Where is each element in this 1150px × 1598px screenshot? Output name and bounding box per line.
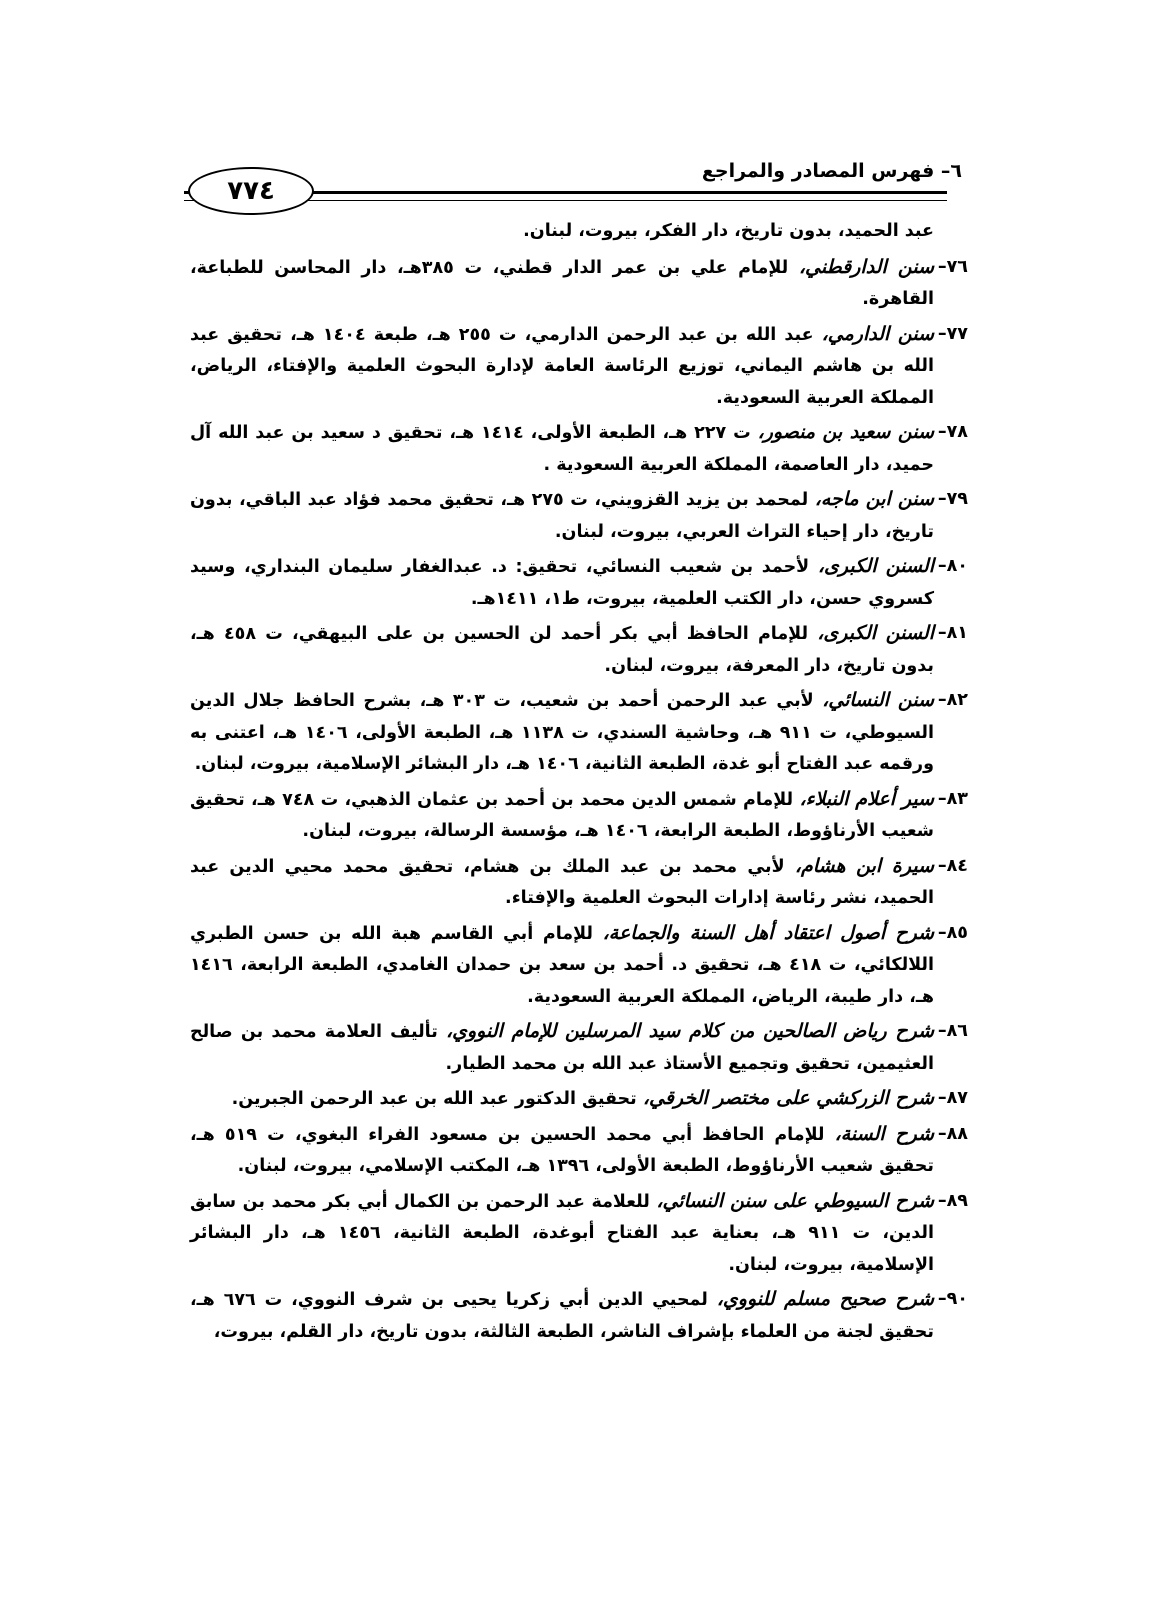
- entry-number: ٧٧–: [937, 323, 968, 344]
- page-number: ٧٧٤: [188, 167, 314, 215]
- entry-number: ٨٩–: [937, 1190, 968, 1211]
- reference-entry: [190, 319, 968, 415]
- entry-title: سنن الدارقطني،: [798, 255, 934, 278]
- entry-number: ٩٠–: [937, 1289, 968, 1309]
- entry-title: سيرة ابن هشام،: [794, 854, 934, 877]
- reference-entry: [190, 1284, 968, 1348]
- entry-title: سنن النسائي،: [822, 689, 935, 711]
- entry-text: للإمام علي بن عمر الدار قطني، ت ٣٨٥هـ، دار المحاسن للطباعة، القاهرة.: [190, 257, 934, 309]
- section-title: ٦– فهرس المصادر والمراجع: [701, 160, 962, 182]
- entry-title: شرح رياض الصالحين من كلام سيد المرسلين للإمام النووي،: [446, 1020, 934, 1042]
- entry-number: ٨٥–: [937, 922, 968, 943]
- entry-text: للإمام الحافظ أبي بكر أحمد لن الحسين بن على البيهقي، ت ٤٥٨ هـ، بدون تاريخ، دار المعرفة، بيروت، لبنان.: [190, 624, 934, 676]
- entry-text: للعلامة عبد الرحمن بن الكمال أبي بكر محمد بن سابق الدين، ت ٩١١ هـ، بعناية عبد الفتاح أبوغدة، الطبعة الثانية، ١٤٥٦ هـ، دار البشائر الإسلامية، بيروت، لبنان.: [190, 1191, 934, 1275]
- entry-title: سنن سعيد بن منصور،: [757, 421, 935, 443]
- reference-entry: [190, 685, 968, 781]
- entry-number: ٧٨–: [937, 422, 968, 442]
- reference-entry: [190, 1016, 968, 1080]
- references-list: [190, 216, 968, 1351]
- entry-number: ٨٧–: [937, 1088, 968, 1108]
- entry-text: لأحمد بن شعيب النسائي، تحقيق: د. عبدالغفار سليمان البنداري، وسيد كسروي حسن، دار الكتب العلمية، بيروت، ط١، ١٤١١هـ.: [190, 557, 934, 609]
- entry-text: لأبي محمد بن عبد الملك بن هشام، تحقيق محمد محيي الدين عبد الحميد، نشر رئاسة إدارات البحوث العلمية والإفتاء.: [190, 856, 934, 908]
- reference-entry: [190, 417, 968, 481]
- entry-number: ٨٤–: [937, 855, 968, 876]
- reference-entry: [190, 252, 968, 316]
- entry-title: شرح السيوطي على سنن النسائي،: [656, 1189, 934, 1212]
- reference-entry: [190, 851, 968, 915]
- reference-entry: [190, 918, 968, 1014]
- reference-entry: [190, 618, 968, 682]
- continued-entry-text: عبد الحميد، بدون تاريخ، دار الفكر، بيروت، لبنان.: [523, 221, 934, 241]
- entry-title: سنن الدارمي،: [821, 322, 935, 345]
- entry-title: سنن ابن ماجه،: [814, 488, 934, 510]
- entry-text: لمحمد بن يزيد القزويني، ت ٢٧٥ هـ، تحقيق محمد فؤاد عبد الباقي، بدون تاريخ، دار إحياء التراث العربي، بيروت، لبنان.: [190, 490, 934, 542]
- entry-title: شرح صحيح مسلم للنووي،: [716, 1288, 935, 1310]
- entry-number: ٨٣–: [937, 788, 968, 809]
- entry-number: ٨٦–: [937, 1021, 968, 1041]
- reference-entry: [190, 484, 968, 548]
- entry-number: ٧٩–: [937, 489, 968, 509]
- reference-entry: [190, 1186, 968, 1282]
- entry-text: عبد الله بن عبد الرحمن الدارمي، ت ٢٥٥ هـ، طبعة ١٤٠٤ هـ، تحقيق عبد الله بن هاشم اليماني، توزيع الرئاسة العامة لإدارة البحوث العلمية والإفتاء، الرياض، المملكة العربية السعودية.: [190, 324, 934, 408]
- entry-text: تحقيق الدكتور عبد الله بن عبد الرحمن الجبرين.: [231, 1089, 643, 1109]
- reference-entry: [190, 1083, 968, 1116]
- entry-number: ٨١–: [937, 623, 968, 643]
- entry-title: السنن الكبرى،: [817, 555, 934, 577]
- entry-title: السنن الكبرى،: [817, 622, 934, 644]
- entry-title: شرح السنة،: [834, 1122, 934, 1145]
- reference-entry: [190, 551, 968, 615]
- entry-text: للإمام أبي القاسم هبة الله بن حسن الطبري اللالكائي، ت ٤١٨ هـ، تحقيق د. أحمد بن سعد بن حمدان الغامدي، الطبعة الرابعة، ١٤١٦ هـ، دار طيبة، الرياض، المملكة العربية السعودية.: [190, 923, 935, 1007]
- entry-text: لأبي عبد الرحمن أحمد بن شعيب، ت ٣٠٣ هـ، بشرح الحافظ جلال الدين السيوطي، ت ٩١١ هـ، وحاشية السندي، ت ١١٣٨ هـ، الطبعة الأولى، ١٤٠٦ هـ، اعتنى به ورقمه عبد الفتاح أبو غدة، الطبعة الثانية، ١٤٠٦ هـ، دار البشائر الإسلامية، بيروت، لبنان.: [190, 691, 934, 774]
- entry-text: تأليف العلامة محمد بن صالح العثيمين، تحقيق وتجميع الأستاذ عبد الله بن محمد الطيار.: [190, 1022, 934, 1074]
- entry-number: ٨٠–: [937, 556, 968, 576]
- entry-title: شرح أصول اعتقاد أهل السنة والجماعة،: [602, 921, 935, 944]
- entry-text: لمحيي الدين أبي زكريا يحيى بن شرف النووي، ت ٦٧٦ هـ، تحقيق لجنة من العلماء بإشراف الناشر، الطبعة الثالثة، بدون تاريخ، دار القلم، بيروت،: [190, 1290, 934, 1342]
- reference-entry: [190, 1119, 968, 1183]
- entry-number: ٨٨–: [937, 1123, 968, 1144]
- entry-number: ٧٦–: [937, 256, 968, 277]
- entry-title: شرح الزركشي على مختصر الخرقي،: [642, 1087, 934, 1109]
- entry-text: للإمام الحافظ أبي محمد الحسين بن مسعود الفراء البغوي، ت ٥١٩ هـ، تحقيق شعيب الأرناؤوط، الطبعة الأولى، ١٣٩٦ هـ، المكتب الإسلامي، بيروت، لبنان.: [190, 1124, 934, 1176]
- entry-text: للإمام شمس الدين محمد بن أحمد بن عثمان الذهبي، ت ٧٤٨ هـ، تحقيق شعيب الأرناؤوط، الطبعة الرابعة، ١٤٠٦ هـ، مؤسسة الرسالة، بيروت، لبنان.: [190, 789, 934, 841]
- entry-number: ٨٢–: [937, 690, 968, 710]
- reference-entry: [190, 784, 968, 848]
- entry-title: سير أعلام النبلاء،: [799, 787, 934, 810]
- entry-text: ت ٢٢٧ هـ، الطبعة الأولى، ١٤١٤ هـ، تحقيق د سعيد بن عبد الله آل حميد، دار العاصمة، المملكة العربية السعودية .: [190, 423, 934, 475]
